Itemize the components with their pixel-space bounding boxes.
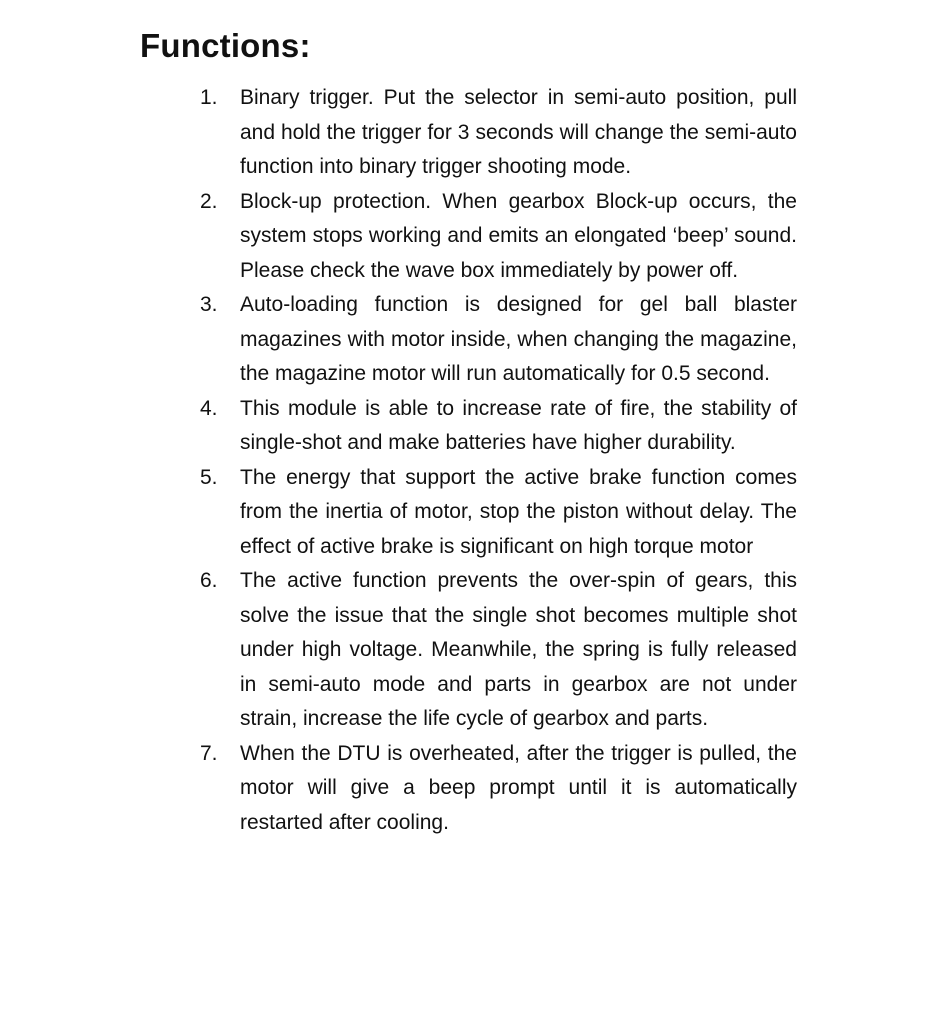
- list-item-number: 2.: [200, 189, 218, 213]
- list-item-number: 3.: [200, 293, 218, 316]
- list-item-number: 1.: [200, 86, 218, 109]
- list-item-text: Block-up protection. When gearbox Block-up occurs, the system stops working and emits an elongated ‘beep’ sound. Please check the wave box immediately by power off.: [240, 189, 797, 282]
- list-item-text: Auto-loading function is designed for gel ball blaster magazines with motor inside, when changing the magazine, the magazine motor will run automatically for 0.5 second.: [240, 293, 797, 385]
- list-item-number: 4.: [200, 396, 218, 420]
- list-item-number: 7.: [200, 741, 218, 765]
- list-item-text: When the DTU is overheated, after the trigger is pulled, the motor will give a beep prompt until it is automatically restarted after cooling.: [240, 741, 797, 834]
- list-item-text: Binary trigger. Put the selector in semi-auto position, pull and hold the trigger for 3 seconds will change the semi-auto function into binary trigger shooting mode.: [240, 86, 797, 178]
- list-item-3: [200, 288, 797, 392]
- list-item-2: [200, 185, 797, 289]
- list-item-4: [200, 392, 797, 461]
- list-item-6: [200, 564, 797, 737]
- list-item-text: The active function prevents the over-spin of gears, this solve the issue that the single shot becomes multiple shot under high voltage. Meanwhile, the spring is fully released in semi-auto mode and parts in gearbox are not under strain, increase the life cycle of gearbox and parts.: [240, 569, 797, 730]
- functions-list: [200, 81, 797, 840]
- list-item-text: The energy that support the active brake function comes from the inertia of motor, stop the piston without delay. The effect of active brake is significant on high torque motor: [240, 465, 797, 558]
- list-item-7: [200, 737, 797, 841]
- list-item-number: 5.: [200, 465, 218, 489]
- list-item-number: 6.: [200, 569, 218, 592]
- list-item-5: [200, 461, 797, 565]
- list-item-text: This module is able to increase rate of fire, the stability of single-shot and make batteries have higher durability.: [240, 396, 797, 454]
- list-item-1: [200, 81, 797, 185]
- page-title: Functions:: [140, 27, 311, 64]
